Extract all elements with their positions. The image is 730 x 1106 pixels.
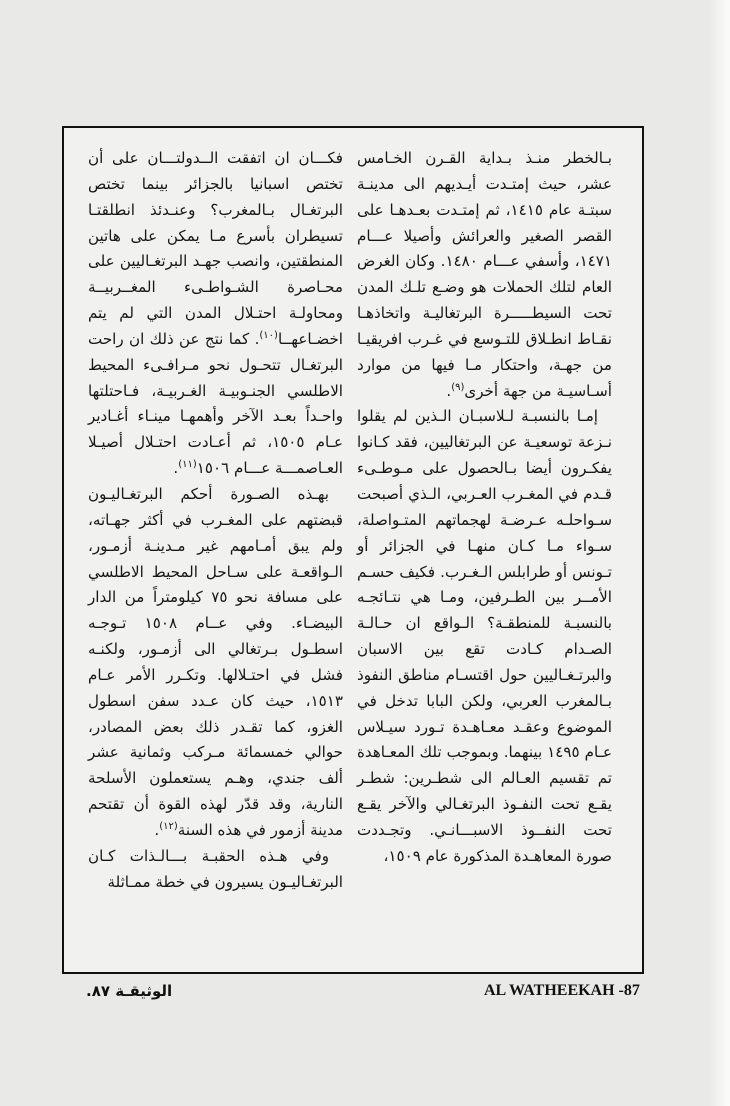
paragraph [88,146,343,482]
paragraph [357,404,612,869]
paragraph [357,146,612,404]
left-column [88,146,343,895]
footnote-ref: (١٠) [259,329,278,341]
footnote-ref: (١١) [178,459,197,471]
right-column [357,146,612,870]
paragraph-text: إمـا بالنسبـة لـلاسبـان الـذين لم يقلوا نـزعة توسعيـة عن البرتغاليين، فقد كـانوا يفكـرون أيضا بـالحصول على مـوطـىء قـدم في المغـرب العـربي، الـذي أصبحت سـواحلـه عـرضـة لهجماتهم المتـواصلة، سـواء مـا كـان منهـا في الجزائر أو تـونس أو طرابلس الـغـرب. فكيف حسـم الأمــر بين الطـرفين، ومـا هي نتـائجـه بالنسبـة للمنطقـة؟ الـواقع ان حـالـة الصـدام كـادت تقع بين الاسبان والبرتـغـاليين حول اقتسـام مناطق النفوذ بـالمغرب العربي، ولكن البابا تدخل في الموضوع وعقـد معـاهـدة تـورد سيـلاس عـام ١٤٩٥ بينهما. وبموجب تلك المعـاهدة تم تقسيم العـالم الى شطـرين: شطـر يقـع تحت النفـوذ البرتغـالي والآخر يقـع تحت النفــوذ الاسبـــانـي. وتجـددت صورة المعاهـدة المذكورة عام ١٥٠٩، [357,407,613,865]
paragraph-text: بهـذه الصـورة أحكم البرتغـاليـون قبضتهم على المغـرب في أكثر جهـاته، ولم يبق أمـامهم غير مـدينـة أزمـور، الـواقعـة على سـاحل المحيط الاطلسي على مسافة نحو ٧٥ كيلومتراً من الدار البيضـاء. وفي عــام ١٥٠٨ تـوجـه اسطـول بـرتغالي الى أزمـور، ولكنـه فشل في احتـلالها. وتكـرر الأمر عـام ١٥١٣، حيث كان عـدد سفن اسطول الغزو، كما تقـدر ذلك بعض المصادر، حوالي خمسمائة مـركب وثمانية عشر ألف جندي، وهـم يستعملون الأسلحة النارية، وقد قدّر لهذه القوة أن تقتحم مدينة أزمور في هذه السنة [88,484,343,839]
paragraph-end: . [173,459,179,478]
latin-page-number: AL WATHEEKAH -87 [484,982,640,999]
page-edge [708,0,730,1106]
footnote-ref: (٩) [451,381,465,393]
paragraph [88,844,343,896]
text-frame [62,126,644,974]
paragraph-end: . [154,820,160,839]
paragraph-text: . كما نتج عن ذلك ان راحت البرتغـال تتحـول نحو مـرافـىء المحيط الاطلسي الجنـوبيـة الغـربيـة، فـاحتلتها واحـداً بعـد الآخر وأهمهـا مينـاء أغـادير عـام ١٥٠٥، ثم أعـادت احتـلال أصيـلا العـاصمـــة عـــام ١٥٠٦ [88,329,343,478]
footnote-ref: (١٢) [159,820,178,832]
arabic-page-number: الوثيقـة ٨٧. [86,982,173,1000]
paragraph [88,482,343,844]
paragraph-text: فكـــان ان اتفقت الــدولتـــان على أن تختص اسبانيا بالجزائر بينما تختص البرتغـال بـالمغرب؟ وعنـدئذ انطلقتـا تسيطران بأسرع مـا يمكن على هاتين المنطقتين، وانصب جهـد البرتغـاليين على محـاصرة الشـواطـىء المغــربيــة ومحاولـة احتـلال المدن التي لم يتم اخضـاعهــا [88,149,343,348]
paragraph-end: . [446,381,452,400]
paragraph-text: وفي هـذه الحقبـة بـــالـذات كـان البرتغـاليـون يسيرون في خطة ممـاثلة [88,846,343,891]
paragraph-text: بـالخطر منـذ بـداية القـرن الخـامس عشر، حيث إمتـدت أيـديهم الى مدينـة سبتـة عام ١٤١٥، ثم إمتـدت بعـدهـا على القصر الصغير والعرائش وأصيلا عـــام ١٤٧١، وأسفي عـــام ١٤٨٠. وكان الغرض العام لتلك الحملات هو وضـع تلـك المدن تحت السيطـــــرة البرتغاليـة واتخاذهـا نقـاط انطـلاق للتـوسع في غـرب افريقيـا من جهـة، واحتكار مـا فيها من موارد أسـاسيـة من جهة أخرى [357,149,613,400]
